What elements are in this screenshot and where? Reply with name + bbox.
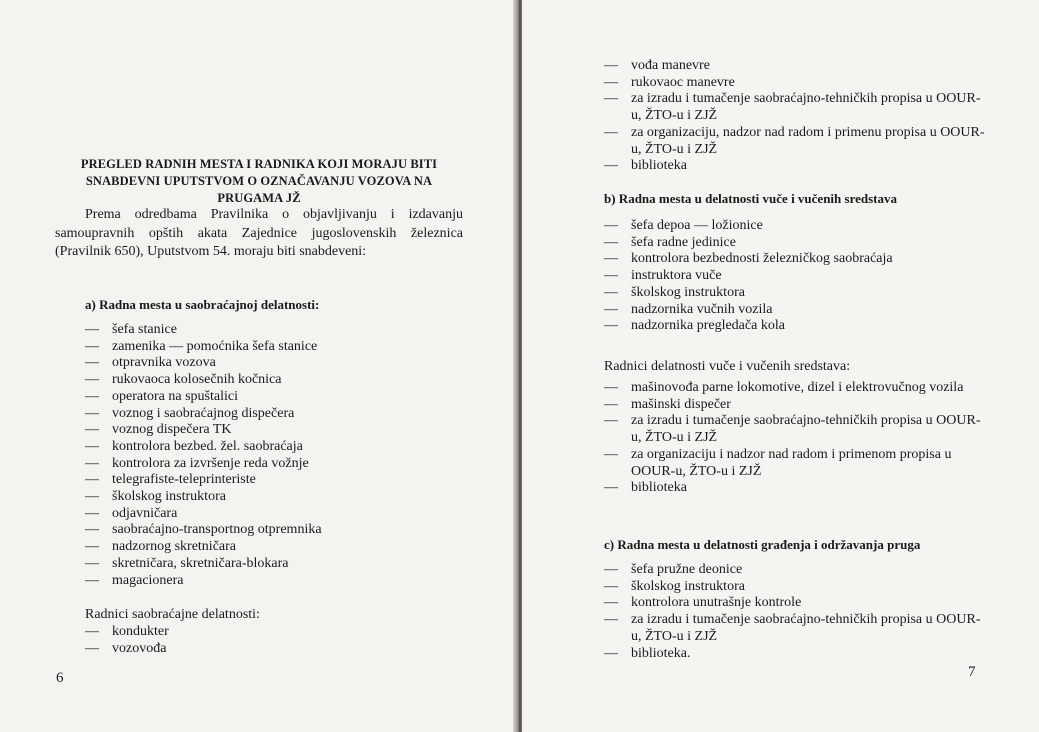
dash-bullet: — <box>604 480 618 496</box>
list-item-text: šefa stanice <box>112 322 177 337</box>
page-title: PREGLED RADNIH MESTA I RADNIKA KOJI MORAJU BITI SNABDEVNI UPUTSTVOM O OZNAČAVANJU VOZOVA NA PRUGAMA JŽ <box>80 157 438 205</box>
list-item-text: saobraćajno-transportnog otpremnika <box>112 522 322 538</box>
dash-bullet: — <box>604 284 618 300</box>
page-number-right: 7 <box>968 664 976 680</box>
dash-bullet: — <box>85 505 99 521</box>
intro-paragraph: Prema odredbama Pravilnika o objavljivanju i izdavanju samoupravnih opštih akata Zajednice jugoslovenskih železnica (Pravilnik 650), Uputstvom 54. moraju biti snabdeveni: <box>55 207 463 259</box>
list-item-text: šefa radne jedinice <box>631 234 736 250</box>
dash-bullet: — <box>604 251 618 267</box>
dash-bullet: — <box>604 124 618 140</box>
left-page <box>0 0 518 732</box>
dash-bullet: — <box>604 218 618 233</box>
list-item <box>85 489 485 506</box>
dash-bullet: — <box>85 489 99 505</box>
dash-bullet: — <box>85 522 99 538</box>
list-item-text: instruktora vuče <box>631 268 722 284</box>
list-item-text: šefa depoa — ložionice <box>631 218 763 233</box>
list-item <box>85 624 385 641</box>
dash-bullet: — <box>604 74 618 90</box>
list-item <box>604 251 989 268</box>
list-item <box>604 158 989 175</box>
list-item <box>85 506 485 523</box>
dash-bullet: — <box>604 578 618 594</box>
dash-bullet: — <box>604 268 618 284</box>
list-item-text: školskog instruktora <box>631 578 745 594</box>
list-item-text: odjavničara <box>112 505 178 521</box>
dash-bullet: — <box>604 318 618 334</box>
list-item <box>604 218 989 235</box>
list-item-text: magacionera <box>112 572 184 588</box>
section-a-list <box>85 322 485 589</box>
dash-bullet: — <box>604 58 618 73</box>
list-item-text: kontrolora za izvršenje reda vožnje <box>112 455 309 471</box>
list-item <box>85 573 485 590</box>
list-item-text: za izradu i tumačenje saobraćajno-tehničkih propisa u OOUR-u, ŽTO-u i ZJŽ <box>631 612 981 644</box>
list-item-text: kontrolora bezbednosti železničkog saobraćaja <box>631 251 893 267</box>
list-item <box>85 339 485 356</box>
dash-bullet: — <box>604 562 618 577</box>
dash-bullet: — <box>85 640 99 656</box>
workers-heading: Radnici saobraćajne delatnosti: <box>85 607 260 622</box>
dash-bullet: — <box>604 234 618 250</box>
dash-bullet: — <box>604 413 618 429</box>
list-item <box>85 355 485 372</box>
list-item <box>604 268 989 285</box>
dash-bullet: — <box>85 422 99 438</box>
list-item <box>604 380 989 397</box>
list-item-text: vođa manevre <box>631 58 710 73</box>
list-item-text: za izradu i tumačenje saobraćajno-tehničkih propisa u OOUR-u, ŽTO-u i ZJŽ <box>631 413 981 446</box>
list-item <box>604 612 989 645</box>
list-item <box>604 595 989 612</box>
dash-bullet: — <box>85 572 99 588</box>
dash-bullet: — <box>604 91 618 107</box>
list-item <box>604 646 989 663</box>
list-item <box>85 556 485 573</box>
dash-bullet: — <box>85 355 99 371</box>
list-item <box>85 539 485 556</box>
right-page <box>522 0 1039 732</box>
list-item <box>85 439 485 456</box>
list-item <box>604 397 989 414</box>
dash-bullet: — <box>85 472 99 488</box>
list-item <box>604 75 989 92</box>
list-item <box>604 302 989 319</box>
dash-bullet: — <box>604 446 618 462</box>
list-item-text: nadzornog skretničara <box>112 539 236 555</box>
list-item-text: mašinski dispečer <box>631 396 731 412</box>
dash-bullet: — <box>85 455 99 471</box>
list-item-text: vozovođa <box>112 640 167 656</box>
list-item-text: školskog instruktora <box>112 489 226 505</box>
traction-workers-heading: Radnici delatnosti vuče i vučenih sredstava: <box>604 359 851 374</box>
list-item-text: rukovaoc manevre <box>631 74 735 90</box>
list-item-text: za organizaciju, nadzor nad radom i primenu propisa u OOUR-u, ŽTO-u i ZJŽ <box>631 124 985 157</box>
list-item-text: biblioteka <box>631 158 687 174</box>
list-item-text: nadzornika vučnih vozila <box>631 301 773 317</box>
list-item-text: otpravnika vozova <box>112 355 216 371</box>
list-item-text: biblioteka <box>631 480 687 496</box>
list-item-text: voznog dispečera TK <box>112 422 232 438</box>
list-item <box>85 372 485 389</box>
dash-bullet: — <box>85 624 99 639</box>
list-item <box>85 522 485 539</box>
list-item <box>604 91 989 124</box>
dash-bullet: — <box>85 405 99 421</box>
dash-bullet: — <box>604 645 618 661</box>
list-item <box>604 480 989 497</box>
dash-bullet: — <box>85 438 99 454</box>
list-item <box>85 456 485 473</box>
list-item <box>85 472 485 489</box>
section-a-heading: a) Radna mesta u saobraćajnoj delatnosti: <box>85 297 320 312</box>
list-item <box>604 58 989 75</box>
list-item-text: zamenika — pomoćnika šefa stanice <box>112 338 318 354</box>
list-item <box>85 389 485 406</box>
list-item <box>85 641 385 658</box>
list-item <box>85 422 485 439</box>
list-item <box>604 447 989 480</box>
list-item-text: šefa pružne deonice <box>631 562 743 577</box>
list-item <box>604 579 989 596</box>
dash-bullet: — <box>85 372 99 388</box>
section-b-list <box>604 218 989 335</box>
list-item-text: nadzornika pregledača kola <box>631 318 785 334</box>
dash-bullet: — <box>604 301 618 317</box>
list-item <box>604 125 989 158</box>
workers-list <box>85 624 385 657</box>
dash-bullet: — <box>85 555 99 571</box>
list-item <box>85 322 485 339</box>
dash-bullet: — <box>604 158 618 174</box>
list-item-text: kontrolora unutrašnje kontrole <box>631 595 802 611</box>
dash-bullet: — <box>85 322 99 337</box>
list-item-text: mašinovođa parne lokomotive, dizel i elektrovučnog vozila <box>631 380 964 395</box>
section-c-list <box>604 562 989 662</box>
dash-bullet: — <box>85 539 99 555</box>
section-b-heading: b) Radna mesta u delatnosti vuče i vučenih sredstava <box>604 191 898 206</box>
list-item-text: voznog i saobraćajnog dispečera <box>112 405 295 421</box>
list-item <box>604 562 989 579</box>
dash-bullet: — <box>604 396 618 412</box>
list-item-text: kondukter <box>112 624 169 639</box>
list-item <box>604 235 989 252</box>
list-item-text: za organizaciju i nadzor nad radom i primenom propisa u OOUR-u, ŽTO-u i ZJŽ <box>631 446 952 479</box>
list-item <box>85 406 485 423</box>
dash-bullet: — <box>85 388 99 404</box>
dash-bullet: — <box>604 612 618 628</box>
list-item <box>604 318 989 335</box>
dash-bullet: — <box>85 338 99 354</box>
list-item-text: telegrafiste-teleprinteriste <box>112 472 256 488</box>
dash-bullet: — <box>604 380 618 395</box>
list-item <box>604 285 989 302</box>
traction-workers-list <box>604 380 989 497</box>
list-item-text: operatora na spuštalici <box>112 388 238 404</box>
list-item-text: za izradu i tumačenje saobraćajno-tehničkih propisa u OOUR-u, ŽTO-u i ZJŽ <box>631 91 981 124</box>
list-item-text: biblioteka. <box>631 645 691 661</box>
section-c-heading: c) Radna mesta u delatnosti građenja i održavanja pruga <box>604 537 921 552</box>
list-item-text: kontrolora bezbed. žel. saobraćaja <box>112 438 303 454</box>
page-number-left: 6 <box>56 670 64 686</box>
list-item-text: rukovaoca kolosečnih kočnica <box>112 372 282 388</box>
list-item-text: skretničara, skretničara-blokara <box>112 555 289 571</box>
dash-bullet: — <box>604 595 618 611</box>
list-item <box>604 413 989 446</box>
list-item-text: školskog instruktora <box>631 284 745 300</box>
top-list <box>604 58 989 175</box>
